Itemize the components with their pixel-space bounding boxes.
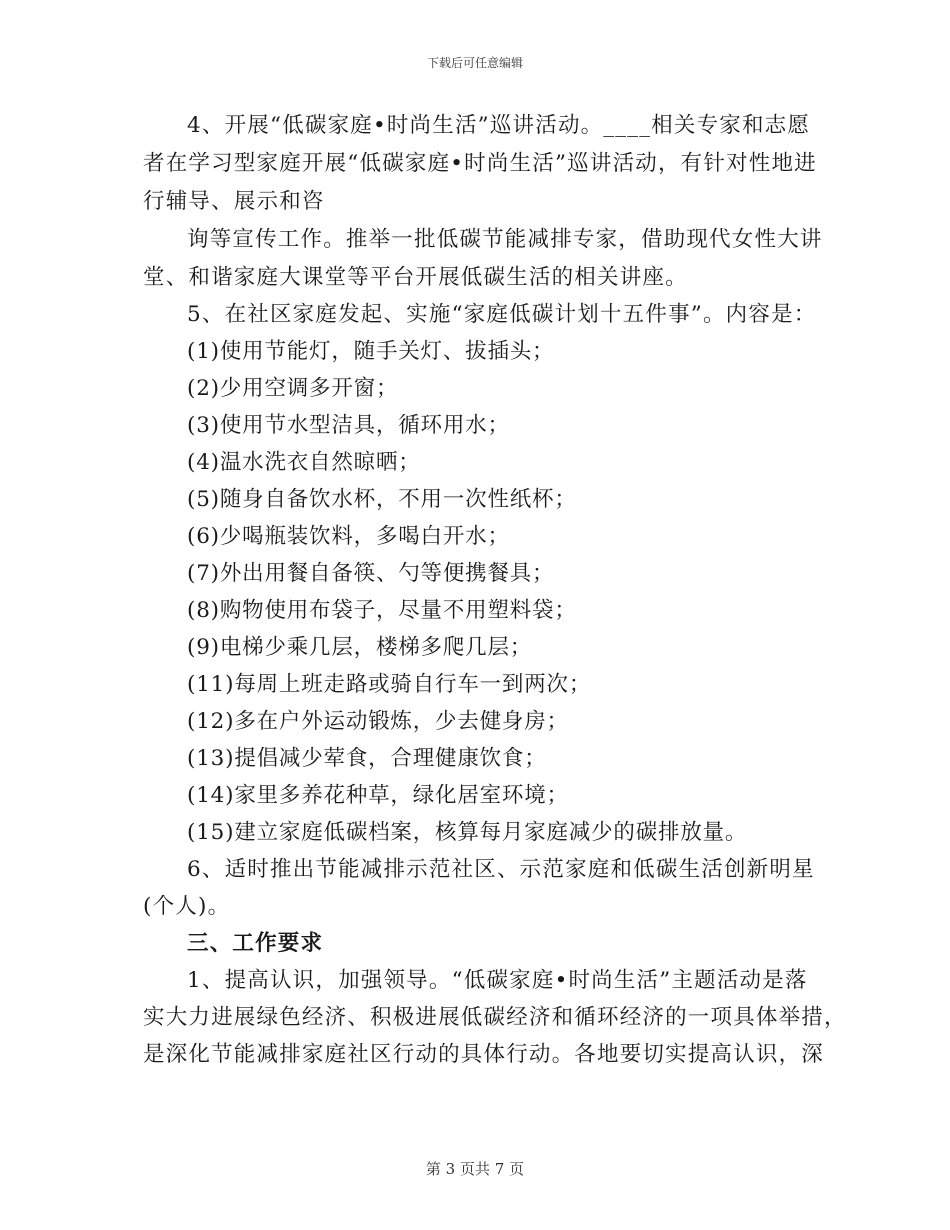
paragraph-line: 5、在社区家庭发起、实施“家庭低碳计划十五件事”。内容是：: [187, 302, 817, 327]
list-item: (5)随身自备饮水杯，不用一次性纸杯；: [187, 487, 577, 512]
list-item: (12)多在户外运动锻炼，少去健身房；: [187, 709, 569, 734]
paragraph-line: 1、提高认识，加强领导。“低碳家庭•时尚生活”主题活动是落: [187, 968, 808, 993]
paragraph-line: 6、适时推出节能减排示范社区、示范家庭和低碳生活创新明星: [187, 857, 815, 882]
paragraph-line: 是深化节能减排家庭社区行动的具体行动。各地要切实提高认识，深: [143, 1042, 825, 1067]
list-item: (4)温水洗衣自然晾晒；: [187, 450, 421, 475]
paragraph-line: 堂、和谐家庭大课堂等平台开展低碳生活的相关讲座。: [143, 265, 688, 290]
list-item: (14)家里多养花种草，绿化居室环境；: [187, 783, 569, 808]
list-item: (13)提倡减少荤食，合理健康饮食；: [187, 746, 547, 771]
list-item: (15)建立家庭低碳档案，核算每月家庭减少的碳排放量。: [187, 820, 748, 845]
section-heading: 三、工作要求: [187, 931, 324, 956]
list-item: (2)少用空调多开窗；: [187, 376, 399, 401]
list-item: (6)少喝瓶装饮料，多喝白开水；: [187, 524, 510, 549]
paragraph-line: 询等宣传工作。推举一批低碳节能减排专家，借助现代女性大讲: [187, 227, 823, 252]
list-item: (7)外出用餐自备筷、勺等便携餐具；: [187, 561, 555, 586]
list-item: (8)购物使用布袋子，尽量不用塑料袋；: [187, 598, 577, 623]
paragraph-line: (个人)。: [143, 894, 231, 919]
paragraph-line: 4、开展“低碳家庭•时尚生活”巡讲活动。____相关专家和志愿: [187, 113, 811, 138]
paragraph-line: 实大力进展绿色经济、积极进展低碳经济和循环经济的一项具体举措，: [143, 1005, 847, 1030]
list-item: (11)每周上班走路或骑自行车一到两次；: [187, 672, 592, 697]
list-item: (9)电梯少乘几层，楼梯多爬几层；: [187, 635, 533, 660]
list-item: (3)使用节水型洁具，循环用水；: [187, 413, 510, 438]
page-footer: 第 3 页共 7 页: [425, 1160, 525, 1178]
paragraph-line: 行辅导、展示和咨: [143, 189, 325, 214]
page-header: 下载后可任意编辑: [426, 56, 523, 70]
paragraph-line: 者在学习型家庭开展“低碳家庭•时尚生活”巡讲活动，有针对性地进: [143, 151, 817, 176]
list-item: (1)使用节能灯，随手关灯、拔插头；: [187, 339, 555, 364]
